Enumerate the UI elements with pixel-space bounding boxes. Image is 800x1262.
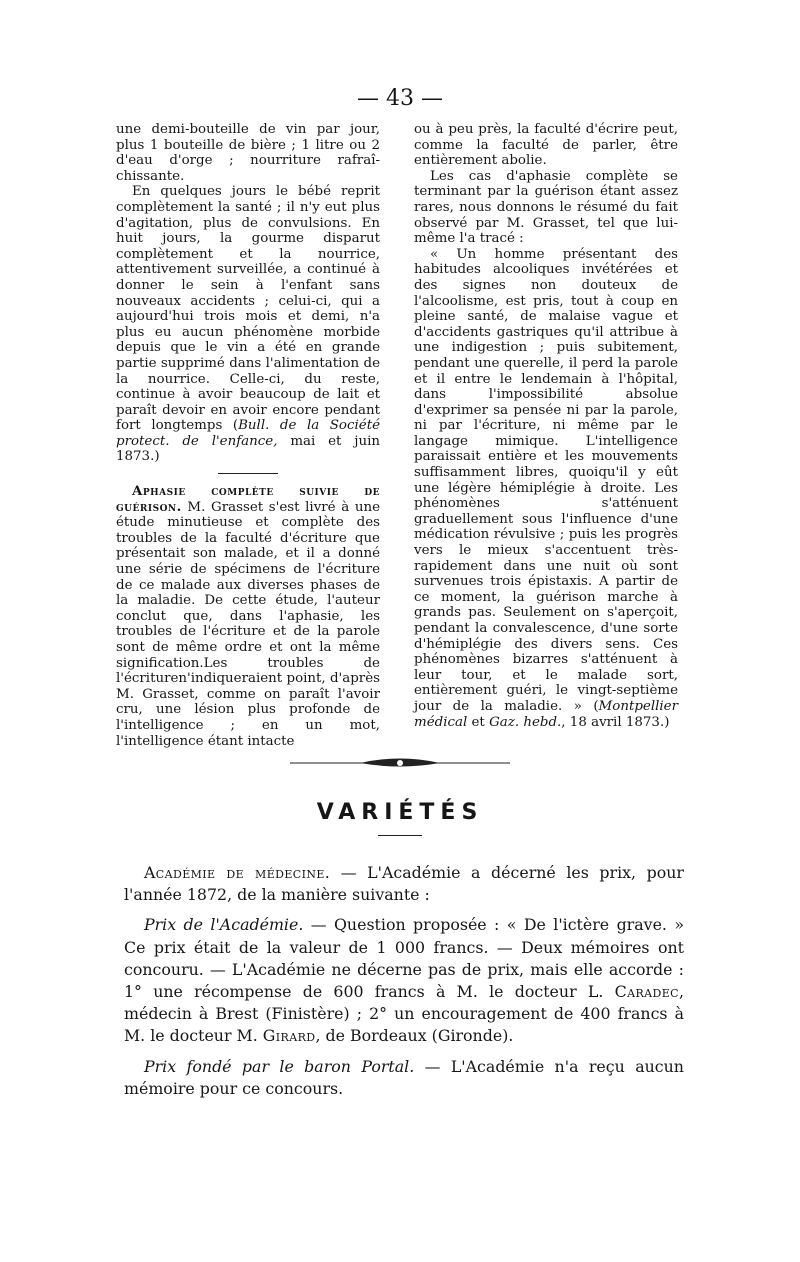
right-column [414, 122, 678, 730]
right-paragraph-1: ou à peu près, la faculté d'écrire peut, comme la faculté de parler, être entièrement abolie. [414, 122, 678, 169]
academy-paragraph-2-text-c: , de Bordeaux (Gironde). [315, 1026, 514, 1046]
academy-section [124, 862, 684, 1108]
academy-paragraph-2-text-a: — Question proposée : « De l'ictère grave. » Ce prix était de la valeur de 1 000 francs. — Deux mémoires ont concouru. — L'Académie ne décerne pas de prix, mais elle accorde : 1° une récompense de 600 francs à M. le docteur L. [124, 915, 685, 1002]
montpellier-citation: Montpellier médical [414, 698, 678, 730]
academy-heading: Académie de médecine. [144, 863, 331, 882]
right-paragraph-2: Les cas d'aphasie complète se terminant par la guérison étant assez rares, nous donnons le résumé du fait observé par M. Grasset, tel que lui-même l'a tracé : [414, 168, 678, 247]
title-underline [378, 835, 422, 836]
left-paragraph-3 [116, 484, 380, 749]
name-girard: Girard [262, 1026, 316, 1046]
right-paragraph-3-text: « Un homme présentant des habitudes alcooliques invétérées et des signes non douteux de l'alcoolisme, est pris, tout à coup en pleine santé, de malaise vague et d'accidents gastriques qu'il attribue à une indigestion ; puis subitement, pendant une querelle, il perd la parole et il entre le lendemain à l'hôpital, dans l'impossibilité absolue d'exprimer sa pensée ni par la parole, ni par l'écriture, ni même par le langage mimique. L'intelligence paraissait entière et les mouvements suffisamment libres, quoiqu'il y eût une légère hémiplégie à droite. Les phénomènes s'atténuent graduellement sous l'influence d'une médication révulsive ; puis les progrès vers le mieux s'accentuent très-rapidement dans une nuit où sont survenues trois épistaxis. A partir de ce moment, la guérison marche à grands pas. Seulement on s'aperçoit, pendant la convalescence, d'une sorte d'hémiplégie des divers sens. Ces phénomènes bizarres s'atténuent à leur tour, et le malade sort, entièrement guéri, le vingt-septième jour de la maladie. » ( [414, 246, 678, 714]
page-number: — 43 — [357, 86, 443, 111]
left-paragraph-2-end: mai et juin 1873.) [116, 433, 380, 465]
right-paragraph-3-mid: et [467, 714, 490, 730]
separator-rule [218, 473, 278, 474]
academy-paragraph-2-text-b: , médecin à Brest (Finistère) ; 2° un encouragement de 400 francs à M. le docteur M. [124, 982, 684, 1046]
academy-paragraph-1-text: — L'Académie a décerné les prix, pour l'année 1872, de la manière suivante : [124, 863, 684, 905]
academy-paragraph-1 [124, 862, 684, 906]
left-paragraph-1: une demi-bouteille de vin par jour, plus 1 bouteille de bière ; 1 litre ou 2 d'eau d'orge ; nourriture rafraî-chissante. [116, 122, 380, 184]
academy-paragraph-3-text: — L'Académie n'a reçu aucun mémoire pour ce concours. [124, 1056, 684, 1098]
ornamental-divider [290, 756, 510, 770]
section-title: VARIÉTÉS [316, 800, 484, 825]
right-paragraph-3 [414, 247, 678, 730]
academy-paragraph-3 [124, 1056, 684, 1100]
bulletin-citation: Bull. de la Société protect. de l'enfance, [116, 418, 380, 449]
aphasia-heading: Aphasie complète suivie de guérison. [116, 483, 380, 515]
left-paragraph-3-text: M. Grasset s'est livré à une étude minutieuse et complète des troubles de la faculté d'écriture que présentait son malade, et il a donné une série de spécimens de l'écriture de ce malade aux diverses phases de la maladie. De cette étude, l'auteur conclut que, dans l'aphasie, les troubles de l'écriture et de la parole sont de même ordre et ont la même signification.Les troubles de l'écrituren'indiqueraient point, d'après M. Grasset, comme on paraît l'avoir cru, une lésion plus profonde de l'intelligence ; en un mot, l'intelligence étant intacte [116, 499, 380, 749]
left-paragraph-2-text: En quelques jours le bébé reprit complètement la santé ; il n'y eut plus d'agitation, plus de convulsions. En huit jours, la gourme disparut complètement et la nourrice, attentivement surveillée, a continué à donner le sein à l'enfant sans nouveaux accidents ; celui-ci, qui a aujourd'hui trois mois et demi, n'a plus eu aucun phénomène morbide depuis que le vin a été en grande partie supprimé dans l'alimentation de la nourrice. Celle-ci, du reste, continue à avoir beaucoup de lait et paraît devoir en avoir encore pendant fort longtemps ( [116, 184, 380, 434]
portal-prize-heading: Prix fondé par le baron Portal. [144, 1056, 415, 1076]
prize-academy-heading: Prix de l'Académie. [144, 915, 304, 935]
name-caradec: Caradec [614, 982, 679, 1002]
left-paragraph-2 [116, 184, 380, 465]
right-paragraph-3-end: , 18 avril 1873.) [561, 714, 670, 730]
gazette-citation: Gaz. hebd. [489, 714, 562, 730]
academy-paragraph-2 [124, 914, 684, 1047]
left-column [116, 122, 380, 749]
